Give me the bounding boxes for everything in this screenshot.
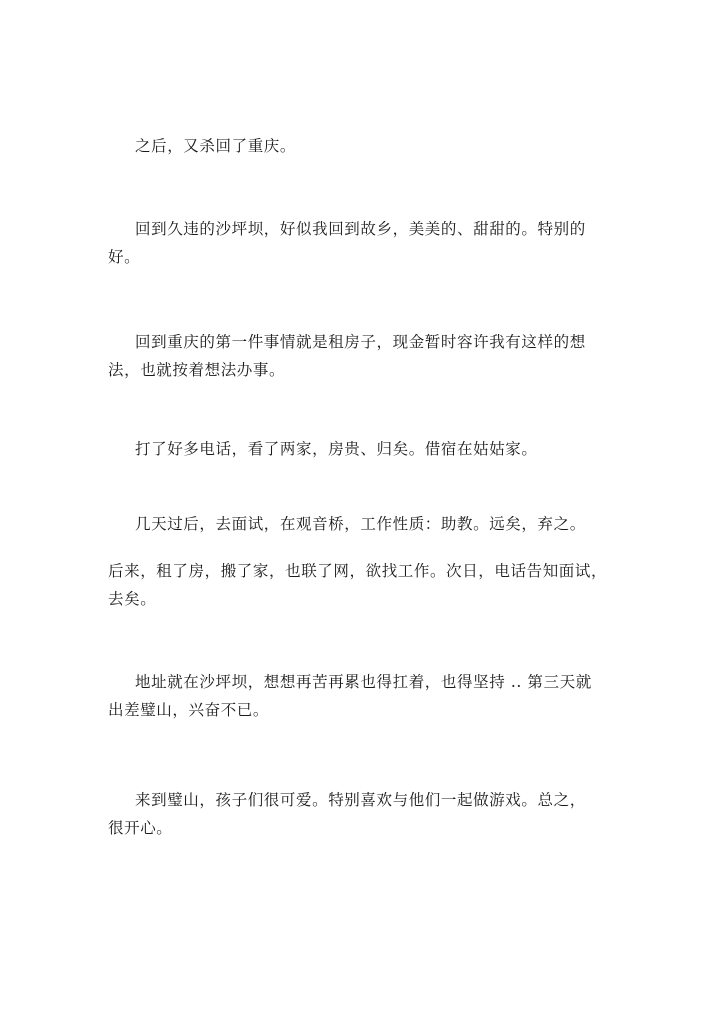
paragraph-7 [108, 668, 608, 724]
paragraph-4 [108, 435, 608, 463]
paragraph-line: 后来，租了房，搬了家，也联了网，欲找工作。次日，电话告知面试， [108, 562, 608, 580]
paragraph-1 [108, 132, 608, 160]
paragraph-line: 很开心。 [108, 819, 173, 837]
paragraph-line: 来到璧山，孩子们很可爱。特别喜欢与他们一起做游戏。总之， [135, 791, 586, 809]
paragraph-line: 回到久违的沙坪坝，好似我回到故乡，美美的、甜甜的。特别的 [135, 220, 586, 238]
paragraph-3 [108, 328, 608, 384]
paragraph-6 [108, 557, 608, 613]
paragraph-line: 回到重庆的第一件事情就是租房子，现金暂时容许我有这样的想 [135, 333, 586, 351]
paragraph-line: 之后，又杀回了重庆。 [135, 137, 297, 155]
paragraph-line: 打了好多电话，看了两家，房贵、归矣。借宿在姑姑家。 [135, 440, 538, 458]
paragraph-line: 地址就在沙坪坝，想想再苦再累也得扛着，也得坚持 .. 第三天就 [135, 673, 592, 691]
paragraph-5 [108, 510, 608, 538]
paragraph-line: 好。 [108, 248, 141, 266]
paragraph-line: 几天过后，去面试，在观音桥，工作性质：助教。远矣，弃之。 [135, 515, 586, 533]
paragraph-8 [108, 786, 608, 842]
paragraph-2 [108, 215, 608, 271]
paragraph-line: 去矣。 [108, 590, 157, 608]
paragraph-line: 法，也就按着想法办事。 [108, 361, 286, 379]
paragraph-line: 出差璧山，兴奋不已。 [108, 701, 270, 719]
